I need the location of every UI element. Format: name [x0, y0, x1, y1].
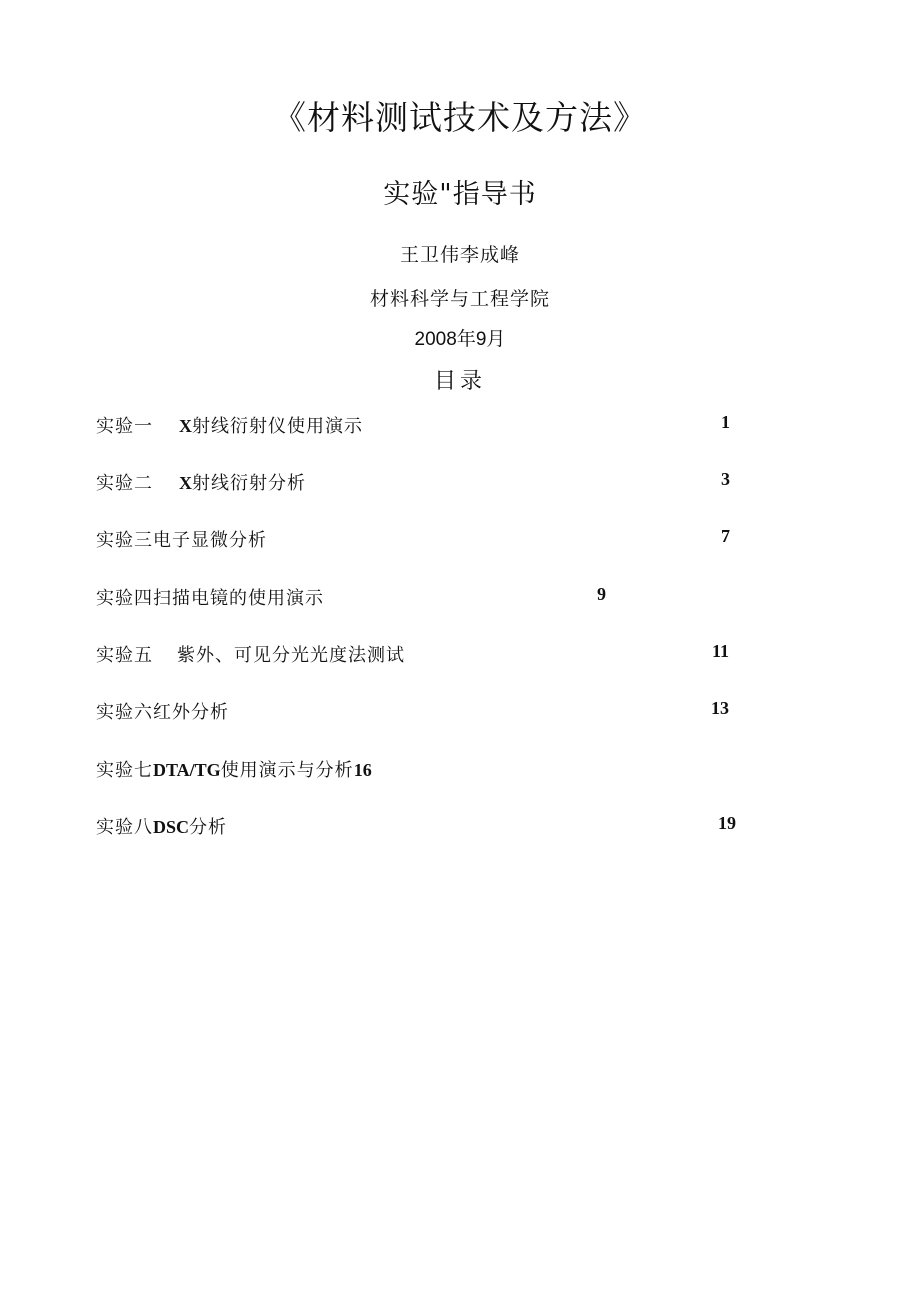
toc-entry-label: 实验一: [96, 416, 153, 437]
toc-entry-page: 13: [711, 698, 729, 718]
toc-entry[interactable]: [0, 469, 920, 499]
toc-entry-page: 3: [721, 469, 730, 489]
toc-entry-title-latin: X: [179, 473, 192, 493]
toc-entry[interactable]: [0, 526, 920, 556]
toc-entry[interactable]: [0, 412, 920, 442]
toc-entry-title: [96, 813, 227, 839]
toc-entry-title: [96, 641, 405, 667]
date-month-unit: 月: [486, 328, 506, 350]
toc-entry[interactable]: [0, 641, 920, 671]
toc-entry-page: 16: [353, 760, 372, 780]
toc-entry-page: 11: [712, 641, 730, 661]
date-month: 9: [475, 329, 487, 350]
toc-entry[interactable]: [0, 756, 920, 786]
toc-entry-label: 实验七: [96, 760, 153, 781]
toc-entry-title: [96, 756, 372, 782]
institution: 材料科学与工程学院: [369, 288, 550, 310]
toc-entry[interactable]: [0, 698, 920, 728]
toc-entry-page: 9: [597, 584, 606, 604]
toc-entry-page: 19: [718, 813, 736, 833]
toc-entry-label: 实验八: [96, 817, 153, 838]
toc-entry-title-text: 使用演示与分析: [220, 760, 354, 781]
toc-entry-title: [96, 584, 324, 610]
toc-entry-title-latin: DTA/TG: [153, 760, 221, 780]
toc-entry-title: [96, 469, 306, 495]
document-subtitle: 实验"指导书: [383, 179, 537, 210]
toc-entry[interactable]: [0, 584, 920, 614]
toc-entry-title: [96, 526, 267, 552]
toc-entry-title: [96, 698, 229, 724]
toc-entry-title-text: 紫外、可见分光光度法测试: [177, 645, 405, 666]
date-year: 2008: [414, 329, 457, 350]
toc-entry-page: 1: [721, 412, 730, 432]
authors: 王卫伟李成峰: [399, 244, 520, 266]
toc-entry-title-text: 扫描电镜的使用演示: [153, 588, 324, 609]
toc-entry-title-text: 射线衍射分析: [192, 473, 306, 494]
toc-entry-title-text: 射线衍射仪使用演示: [192, 416, 363, 437]
toc-entry-label: 实验三: [96, 530, 153, 551]
toc-entry[interactable]: [0, 813, 920, 843]
toc-entry-title-text: 电子显微分析: [153, 530, 267, 551]
date-year-unit: 年: [456, 328, 476, 350]
toc-entry-title-latin: DSC: [153, 817, 190, 837]
toc-entry-label: 实验六: [96, 702, 153, 723]
toc-entry-label: 实验五: [96, 645, 153, 666]
toc-entry-title-text: 分析: [189, 817, 228, 838]
toc-entry-label: 实验二: [96, 473, 153, 494]
toc-entry-title: [96, 412, 363, 438]
document-title: 《材料测试技术及方法》: [273, 98, 647, 137]
toc-entry-title-text: 红外分析: [153, 702, 229, 723]
toc-entry-page: 7: [721, 526, 730, 546]
toc-heading: 目录: [433, 369, 486, 394]
toc-entry-label: 实验四: [96, 588, 153, 609]
toc-entry-title-latin: X: [179, 416, 192, 436]
